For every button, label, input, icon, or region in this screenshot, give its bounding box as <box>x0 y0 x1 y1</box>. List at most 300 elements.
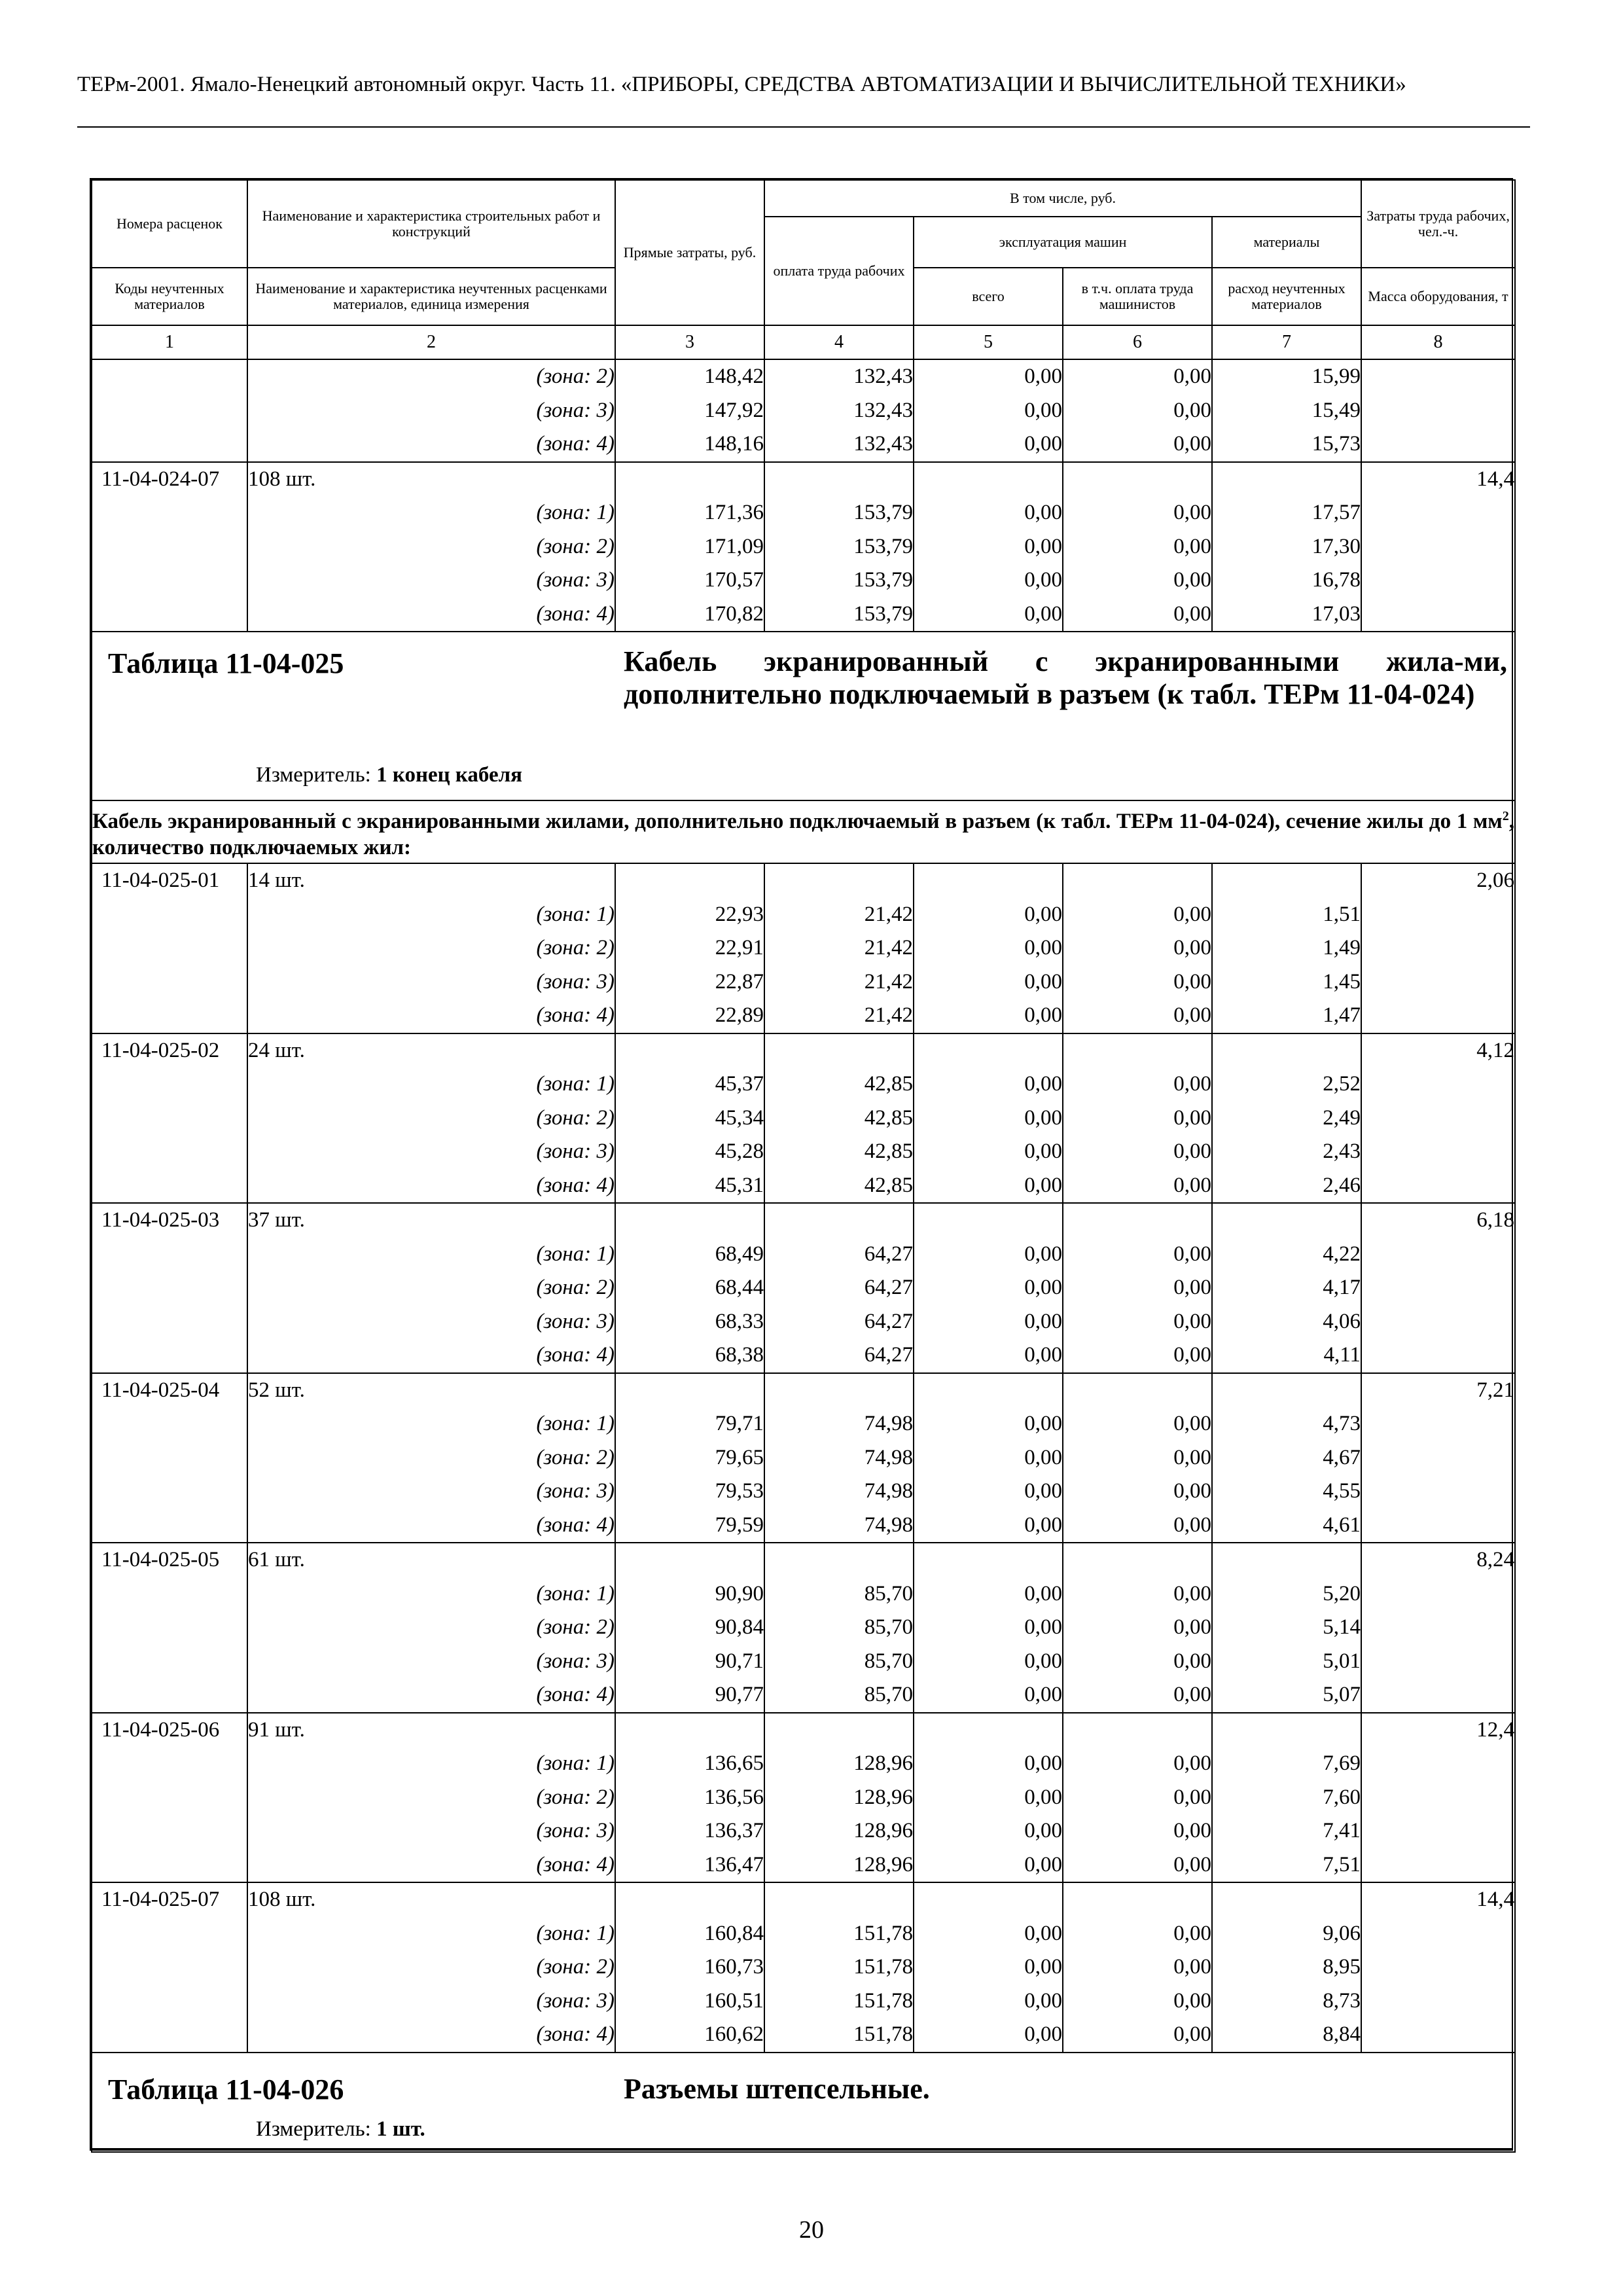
direct-costs-value: 22,87 <box>615 965 764 999</box>
rate-name: 24 шт. <box>247 1033 615 1068</box>
labor-cell <box>1361 1238 1515 1272</box>
zone-label: (зона: 2) <box>247 1271 615 1305</box>
operator-pay-value: 0,00 <box>1063 1441 1212 1475</box>
code-cell <box>92 1441 247 1475</box>
empty-cell <box>1212 1713 1361 1748</box>
empty-cell <box>764 1713 914 1748</box>
materials-value: 15,49 <box>1212 394 1361 428</box>
direct-costs-value: 68,38 <box>615 1338 764 1373</box>
labor-cell <box>1361 1950 1515 1984</box>
materials-value: 5,20 <box>1212 1577 1361 1611</box>
code-cell <box>92 1611 247 1645</box>
zone-row <box>92 1747 1515 1781</box>
worker-pay-value: 42,85 <box>764 1169 914 1204</box>
worker-pay-value: 151,78 <box>764 1917 914 1951</box>
zone-row <box>92 1781 1515 1815</box>
zone-row <box>92 1848 1515 1883</box>
direct-costs-value: 45,34 <box>615 1102 764 1136</box>
worker-pay-value: 74,98 <box>764 1441 914 1475</box>
machines-total-value: 0,00 <box>914 1950 1063 1984</box>
empty-cell <box>615 1713 764 1748</box>
worker-pay-value: 132,43 <box>764 427 914 462</box>
worker-pay-value: 42,85 <box>764 1135 914 1169</box>
worker-pay-value: 74,98 <box>764 1407 914 1441</box>
direct-costs-value: 147,92 <box>615 394 764 428</box>
continuation-rows <box>92 359 1515 632</box>
rate-row <box>92 1033 1515 1068</box>
labor-cell <box>1361 1814 1515 1848</box>
machines-total-value: 0,00 <box>914 1407 1063 1441</box>
code-cell <box>92 1169 247 1204</box>
zone-label: (зона: 3) <box>247 564 615 598</box>
worker-pay-value: 74,98 <box>764 1509 914 1543</box>
code-cell <box>92 1338 247 1373</box>
labor-cell <box>1361 359 1515 394</box>
rate-name: 108 шт. <box>247 462 615 497</box>
materials-value: 5,14 <box>1212 1611 1361 1645</box>
zone-row <box>92 1338 1515 1373</box>
zone-label: (зона: 2) <box>247 1950 615 1984</box>
labor-cell <box>1361 530 1515 564</box>
empty-cell <box>764 462 914 497</box>
operator-pay-value: 0,00 <box>1063 1984 1212 2018</box>
direct-costs-value: 79,59 <box>615 1509 764 1543</box>
header-material-consumption: расход неучтенных материалов <box>1212 268 1361 325</box>
zone-label: (зона: 3) <box>247 394 615 428</box>
zone-label: (зона: 2) <box>247 359 615 394</box>
empty-cell <box>914 1882 1063 1917</box>
labor-costs-value: 7,21 <box>1361 1373 1515 1408</box>
machines-total-value: 0,00 <box>914 1678 1063 1713</box>
direct-costs-value: 79,65 <box>615 1441 764 1475</box>
code-cell <box>92 598 247 632</box>
table-026-number: Таблица 11-04-026 <box>108 2073 344 2106</box>
operator-pay-value: 0,00 <box>1063 598 1212 632</box>
machines-total-value: 0,00 <box>914 1067 1063 1102</box>
rate-row <box>92 863 1515 898</box>
zone-label: (зона: 4) <box>247 1678 615 1713</box>
zone-row <box>92 965 1515 999</box>
materials-value: 4,17 <box>1212 1271 1361 1305</box>
machines-total-value: 0,00 <box>914 1169 1063 1204</box>
operator-pay-value: 0,00 <box>1063 2018 1212 2053</box>
zone-label: (зона: 4) <box>247 1848 615 1883</box>
direct-costs-value: 171,36 <box>615 496 764 530</box>
header-equipment-mass: Масса оборудования, т <box>1361 268 1515 325</box>
labor-cell <box>1361 1509 1515 1543</box>
code-cell <box>92 1917 247 1951</box>
materials-value: 8,73 <box>1212 1984 1361 2018</box>
labor-cell <box>1361 2018 1515 2053</box>
header-material-codes: Коды неучтенных материалов <box>92 268 247 325</box>
labor-costs-value: 12,4 <box>1361 1713 1515 1748</box>
empty-cell <box>615 1373 764 1408</box>
direct-costs-value: 79,71 <box>615 1407 764 1441</box>
empty-cell <box>1212 1203 1361 1238</box>
operator-pay-value: 0,00 <box>1063 1848 1212 1883</box>
labor-cell <box>1361 496 1515 530</box>
operator-pay-value: 0,00 <box>1063 1067 1212 1102</box>
labor-cell <box>1361 598 1515 632</box>
empty-cell <box>615 462 764 497</box>
labor-cell <box>1361 1135 1515 1169</box>
zone-row <box>92 1475 1515 1509</box>
rate-code: 11-04-025-07 <box>92 1882 247 1917</box>
code-cell <box>92 1407 247 1441</box>
materials-value: 16,78 <box>1212 564 1361 598</box>
operator-pay-value: 0,00 <box>1063 427 1212 462</box>
materials-value: 2,49 <box>1212 1102 1361 1136</box>
column-number: 1 <box>92 325 247 359</box>
rate-code: 11-04-025-04 <box>92 1373 247 1408</box>
operator-pay-value: 0,00 <box>1063 1747 1212 1781</box>
materials-value: 1,51 <box>1212 898 1361 932</box>
code-cell <box>92 898 247 932</box>
operator-pay-value: 0,00 <box>1063 1814 1212 1848</box>
zone-label: (зона: 3) <box>247 1135 615 1169</box>
rate-name: 61 шт. <box>247 1543 615 1577</box>
empty-cell <box>764 1882 914 1917</box>
machines-total-value: 0,00 <box>914 1848 1063 1883</box>
materials-value: 7,60 <box>1212 1781 1361 1815</box>
rate-row <box>92 1882 1515 1917</box>
materials-value: 7,41 <box>1212 1814 1361 1848</box>
worker-pay-value: 132,43 <box>764 359 914 394</box>
worker-pay-value: 128,96 <box>764 1814 914 1848</box>
empty-cell <box>1212 1373 1361 1408</box>
code-cell <box>92 1238 247 1272</box>
operator-pay-value: 0,00 <box>1063 496 1212 530</box>
column-number: 4 <box>764 325 914 359</box>
direct-costs-value: 45,31 <box>615 1169 764 1204</box>
worker-pay-value: 151,78 <box>764 1950 914 1984</box>
empty-cell <box>914 1203 1063 1238</box>
code-cell <box>92 530 247 564</box>
zone-row <box>92 1678 1515 1713</box>
rate-row <box>92 1713 1515 1748</box>
empty-cell <box>615 1033 764 1068</box>
zone-row <box>92 359 1515 394</box>
empty-cell <box>615 1882 764 1917</box>
code-cell <box>92 931 247 965</box>
zone-row <box>92 530 1515 564</box>
materials-value: 4,22 <box>1212 1238 1361 1272</box>
rate-row <box>92 1543 1515 1577</box>
zone-label: (зона: 1) <box>247 496 615 530</box>
direct-costs-value: 22,91 <box>615 931 764 965</box>
zone-row <box>92 394 1515 428</box>
rate-name: 14 шт. <box>247 863 615 898</box>
direct-costs-value: 90,77 <box>615 1678 764 1713</box>
worker-pay-value: 42,85 <box>764 1102 914 1136</box>
direct-costs-value: 45,28 <box>615 1135 764 1169</box>
header-direct-costs: Прямые затраты, руб. <box>615 180 764 325</box>
rate-name: 37 шт. <box>247 1203 615 1238</box>
worker-pay-value: 153,79 <box>764 496 914 530</box>
empty-cell <box>1063 1373 1212 1408</box>
rate-code: 11-04-025-02 <box>92 1033 247 1068</box>
materials-value: 7,69 <box>1212 1747 1361 1781</box>
machines-total-value: 0,00 <box>914 427 1063 462</box>
direct-costs-value: 79,53 <box>615 1475 764 1509</box>
machines-total-value: 0,00 <box>914 1305 1063 1339</box>
rate-name: 52 шт. <box>247 1373 615 1408</box>
empty-cell <box>914 1543 1063 1577</box>
empty-cell <box>1063 1543 1212 1577</box>
materials-value: 15,99 <box>1212 359 1361 394</box>
machines-total-value: 0,00 <box>914 965 1063 999</box>
labor-costs-value: 8,24 <box>1361 1543 1515 1577</box>
direct-costs-value: 90,90 <box>615 1577 764 1611</box>
worker-pay-value: 153,79 <box>764 530 914 564</box>
operator-pay-value: 0,00 <box>1063 1238 1212 1272</box>
header-worker-pay: оплата труда рабочих <box>764 217 914 325</box>
code-cell <box>92 1814 247 1848</box>
labor-cell <box>1361 1169 1515 1204</box>
zone-row <box>92 2018 1515 2053</box>
worker-pay-value: 42,85 <box>764 1067 914 1102</box>
direct-costs-value: 136,37 <box>615 1814 764 1848</box>
materials-value: 17,30 <box>1212 530 1361 564</box>
operator-pay-value: 0,00 <box>1063 931 1212 965</box>
empty-cell <box>1063 863 1212 898</box>
direct-costs-value: 22,89 <box>615 999 764 1033</box>
code-cell <box>92 1781 247 1815</box>
operator-pay-value: 0,00 <box>1063 1577 1212 1611</box>
labor-costs-value: 4,12 <box>1361 1033 1515 1068</box>
operator-pay-value: 0,00 <box>1063 1645 1212 1679</box>
header-labor-costs: Затраты труда рабочих, чел.-ч. <box>1361 180 1515 268</box>
rate-row <box>92 1203 1515 1238</box>
operator-pay-value: 0,00 <box>1063 359 1212 394</box>
machines-total-value: 0,00 <box>914 1611 1063 1645</box>
worker-pay-value: 151,78 <box>764 2018 914 2053</box>
labor-cell <box>1361 965 1515 999</box>
empty-cell <box>615 863 764 898</box>
rate-code: 11-04-025-03 <box>92 1203 247 1238</box>
measure-label: Измеритель: <box>256 763 377 787</box>
zone-label: (зона: 4) <box>247 999 615 1033</box>
zone-row <box>92 496 1515 530</box>
machines-total-value: 0,00 <box>914 394 1063 428</box>
worker-pay-value: 153,79 <box>764 598 914 632</box>
labor-cell <box>1361 1984 1515 2018</box>
operator-pay-value: 0,00 <box>1063 1407 1212 1441</box>
empty-cell <box>914 1373 1063 1408</box>
zone-row <box>92 1814 1515 1848</box>
code-cell <box>92 1067 247 1102</box>
zone-label: (зона: 4) <box>247 427 615 462</box>
rate-row <box>92 462 1515 497</box>
zone-label: (зона: 2) <box>247 1102 615 1136</box>
rate-name: 91 шт. <box>247 1713 615 1748</box>
labor-cell <box>1361 1067 1515 1102</box>
zone-label: (зона: 1) <box>247 1917 615 1951</box>
machines-total-value: 0,00 <box>914 1917 1063 1951</box>
table-025-rows <box>92 863 1515 2053</box>
labor-cell <box>1361 1611 1515 1645</box>
operator-pay-value: 0,00 <box>1063 999 1212 1033</box>
direct-costs-value: 90,71 <box>615 1645 764 1679</box>
machines-total-value: 0,00 <box>914 1338 1063 1373</box>
zone-row <box>92 1611 1515 1645</box>
empty-cell <box>615 1203 764 1238</box>
machines-total-value: 0,00 <box>914 1984 1063 2018</box>
materials-value: 9,06 <box>1212 1917 1361 1951</box>
labor-cell <box>1361 1271 1515 1305</box>
code-cell <box>92 1577 247 1611</box>
machines-total-value: 0,00 <box>914 931 1063 965</box>
operator-pay-value: 0,00 <box>1063 1135 1212 1169</box>
page-number: 20 <box>799 2216 824 2244</box>
labor-cell <box>1361 931 1515 965</box>
table-026-measure <box>256 2117 425 2142</box>
zone-row <box>92 1238 1515 1272</box>
labor-cell <box>1361 1577 1515 1611</box>
zone-label: (зона: 3) <box>247 1814 615 1848</box>
code-cell <box>92 496 247 530</box>
empty-cell <box>1063 1203 1212 1238</box>
direct-costs-value: 171,09 <box>615 530 764 564</box>
direct-costs-value: 148,42 <box>615 359 764 394</box>
labor-costs-value: 2,06 <box>1361 863 1515 898</box>
machines-total-value: 0,00 <box>914 1271 1063 1305</box>
operator-pay-value: 0,00 <box>1063 1611 1212 1645</box>
operator-pay-value: 0,00 <box>1063 1678 1212 1713</box>
code-cell <box>92 2018 247 2053</box>
worker-pay-value: 132,43 <box>764 394 914 428</box>
materials-value: 7,51 <box>1212 1848 1361 1883</box>
description-tail: , количество подключаемых жил: <box>92 810 1515 859</box>
materials-value: 8,84 <box>1212 2018 1361 2053</box>
zone-row <box>92 1169 1515 1204</box>
materials-value: 2,52 <box>1212 1067 1361 1102</box>
operator-pay-value: 0,00 <box>1063 564 1212 598</box>
direct-costs-value: 160,62 <box>615 2018 764 2053</box>
rate-code: 11-04-025-06 <box>92 1713 247 1748</box>
labor-cell <box>1361 1917 1515 1951</box>
rate-code: 11-04-024-07 <box>92 462 247 497</box>
zone-row <box>92 1645 1515 1679</box>
table-026-heading <box>92 2053 1515 2152</box>
zone-row <box>92 1917 1515 1951</box>
labor-costs-value: 6,18 <box>1361 1203 1515 1238</box>
machines-total-value: 0,00 <box>914 1135 1063 1169</box>
machines-total-value: 0,00 <box>914 496 1063 530</box>
labor-cell <box>1361 427 1515 462</box>
code-cell <box>92 1271 247 1305</box>
empty-cell <box>615 1543 764 1577</box>
code-cell <box>92 965 247 999</box>
machines-total-value: 0,00 <box>914 1814 1063 1848</box>
measure-label: Измеритель: <box>256 2117 377 2141</box>
header-material-names: Наименование и характеристика неучтенных расценками материалов, единица измерения <box>247 268 615 325</box>
machines-total-value: 0,00 <box>914 898 1063 932</box>
table-025-title: Кабель экранированный с экранированными жила-ми, дополнительно подключаемый в разъем (к табл. ТЕРм 11-04-024) <box>624 645 1507 710</box>
zone-row <box>92 1067 1515 1102</box>
direct-costs-value: 90,84 <box>615 1611 764 1645</box>
worker-pay-value: 85,70 <box>764 1577 914 1611</box>
code-cell <box>92 1984 247 2018</box>
zone-label: (зона: 2) <box>247 530 615 564</box>
empty-cell <box>1212 462 1361 497</box>
rate-row <box>92 1373 1515 1408</box>
table-025-description <box>92 800 1515 863</box>
zone-row <box>92 598 1515 632</box>
worker-pay-value: 21,42 <box>764 898 914 932</box>
code-cell <box>92 1848 247 1883</box>
machines-total-value: 0,00 <box>914 999 1063 1033</box>
column-number: 8 <box>1361 325 1515 359</box>
column-numbers-row <box>92 325 1515 359</box>
materials-value: 5,07 <box>1212 1678 1361 1713</box>
machines-total-value: 0,00 <box>914 1747 1063 1781</box>
table-header <box>92 180 1515 325</box>
machines-total-value: 0,00 <box>914 1238 1063 1272</box>
materials-value: 4,11 <box>1212 1338 1361 1373</box>
zone-row <box>92 1305 1515 1339</box>
worker-pay-value: 21,42 <box>764 999 914 1033</box>
worker-pay-value: 64,27 <box>764 1338 914 1373</box>
machines-total-value: 0,00 <box>914 530 1063 564</box>
materials-value: 4,06 <box>1212 1305 1361 1339</box>
labor-costs-value: 14,4 <box>1361 1882 1515 1917</box>
operator-pay-value: 0,00 <box>1063 898 1212 932</box>
code-cell <box>92 1645 247 1679</box>
operator-pay-value: 0,00 <box>1063 1917 1212 1951</box>
direct-costs-value: 148,16 <box>615 427 764 462</box>
zone-row <box>92 1271 1515 1305</box>
direct-costs-value: 160,73 <box>615 1950 764 1984</box>
zone-label: (зона: 3) <box>247 965 615 999</box>
code-cell <box>92 1305 247 1339</box>
zone-label: (зона: 2) <box>247 1441 615 1475</box>
operator-pay-value: 0,00 <box>1063 965 1212 999</box>
labor-cell <box>1361 1645 1515 1679</box>
zone-label: (зона: 2) <box>247 931 615 965</box>
code-cell <box>92 359 247 394</box>
rate-name: 108 шт. <box>247 1882 615 1917</box>
code-cell <box>92 1509 247 1543</box>
labor-costs-value: 14,4 <box>1361 462 1515 497</box>
code-cell <box>92 1135 247 1169</box>
labor-cell <box>1361 898 1515 932</box>
labor-cell <box>1361 394 1515 428</box>
empty-cell <box>1063 1713 1212 1748</box>
materials-value: 5,01 <box>1212 1645 1361 1679</box>
zone-row <box>92 931 1515 965</box>
header-machines-total: всего <box>914 268 1063 325</box>
worker-pay-value: 85,70 <box>764 1611 914 1645</box>
direct-costs-value: 160,84 <box>615 1917 764 1951</box>
empty-cell <box>1063 462 1212 497</box>
operator-pay-value: 0,00 <box>1063 394 1212 428</box>
labor-cell <box>1361 564 1515 598</box>
zone-row <box>92 1441 1515 1475</box>
materials-value: 17,57 <box>1212 496 1361 530</box>
empty-cell <box>764 1543 914 1577</box>
operator-pay-value: 0,00 <box>1063 1338 1212 1373</box>
materials-value: 4,55 <box>1212 1475 1361 1509</box>
zone-label: (зона: 2) <box>247 1781 615 1815</box>
header-materials: материалы <box>1212 217 1361 268</box>
direct-costs-value: 170,82 <box>615 598 764 632</box>
code-cell <box>92 999 247 1033</box>
zone-row <box>92 898 1515 932</box>
operator-pay-value: 0,00 <box>1063 1271 1212 1305</box>
materials-value: 1,45 <box>1212 965 1361 999</box>
direct-costs-value: 160,51 <box>615 1984 764 2018</box>
